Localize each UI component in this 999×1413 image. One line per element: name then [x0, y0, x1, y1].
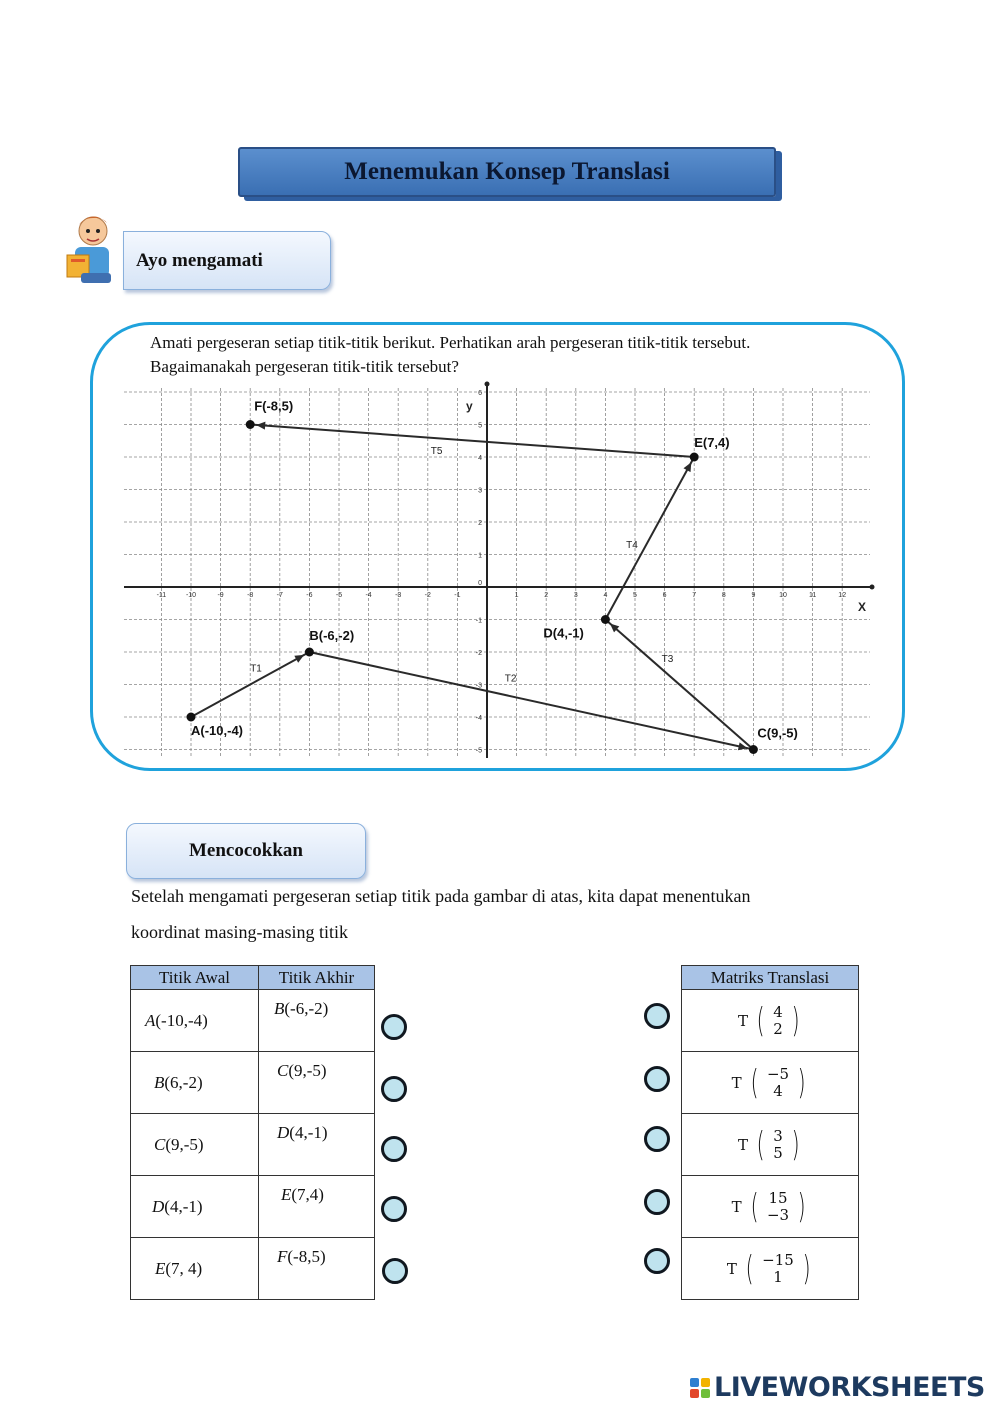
translation-vector — [773, 1004, 783, 1038]
x-tick-label: 8 — [721, 592, 726, 599]
y-tick-label: 4 — [478, 455, 482, 462]
left-match-dot-3[interactable] — [381, 1136, 407, 1162]
points-row — [131, 1114, 375, 1176]
point-coordinates: (4,-1) — [289, 1123, 328, 1142]
titik-awal-cell — [131, 1176, 259, 1238]
point-coordinates: (7,4) — [291, 1185, 324, 1204]
point-coordinates: (9,-5) — [288, 1061, 327, 1080]
point-label: F(-8,5) — [254, 398, 294, 414]
translation-vector — [773, 1128, 783, 1162]
right-match-dot-1[interactable] — [644, 1003, 670, 1029]
point-marker — [187, 713, 196, 722]
x-tick-label: -6 — [306, 592, 313, 599]
translation-matrix-table — [681, 965, 859, 1300]
translation-symbol: T — [731, 1073, 742, 1092]
point-coordinates: (9,-5) — [165, 1135, 204, 1154]
point-label: E(7,4) — [694, 435, 730, 450]
section-tag-mencocokkan: Mencocokkan — [126, 823, 366, 879]
x-tick-label: 12 — [838, 592, 847, 599]
matrix-row — [682, 1176, 859, 1238]
point-letter: F — [277, 1247, 288, 1266]
titik-awal-cell — [131, 990, 259, 1052]
titik-akhir-cell — [259, 1176, 375, 1238]
point-coordinates: (7, 4) — [165, 1259, 203, 1278]
liveworksheets-logo-icon — [690, 1378, 710, 1398]
y-tick-label: 6 — [478, 390, 482, 397]
x-tick-label: -9 — [217, 592, 224, 599]
x-axis-label: X — [858, 600, 867, 614]
point-coordinates: (-10,-4) — [155, 1011, 208, 1030]
left-paren: ( — [750, 1062, 759, 1103]
translation-matrix — [731, 1062, 809, 1103]
points-row — [131, 990, 375, 1052]
right-match-dot-5[interactable] — [644, 1248, 670, 1274]
right-match-dot-2[interactable] — [644, 1066, 670, 1092]
left-match-dot-1[interactable] — [381, 1014, 407, 1040]
y-tick-label: 0 — [478, 580, 482, 587]
point-letter: E — [281, 1185, 292, 1204]
translation-symbol: T — [737, 1011, 748, 1030]
translation-segment — [250, 422, 694, 458]
x-tick-label: -7 — [276, 592, 283, 599]
point-letter: A — [145, 1011, 156, 1030]
translation-matrix — [737, 1124, 802, 1165]
translation-symbol: T — [737, 1135, 748, 1154]
right-paren: ) — [791, 1000, 800, 1041]
vector-x: −5 — [766, 1064, 790, 1083]
point-label: B(-6,-2) — [309, 628, 355, 643]
right-match-dot-3[interactable] — [644, 1126, 670, 1152]
x-tick-label: 10 — [779, 592, 787, 599]
point-marker — [690, 453, 699, 462]
point-marker — [749, 745, 758, 754]
header-matriks-translasi: Matriks Translasi — [682, 966, 859, 990]
x-tick-label: 4 — [603, 592, 608, 599]
points-row — [131, 1238, 375, 1300]
point-marker — [601, 615, 610, 624]
y-tick-label: 1 — [478, 552, 482, 560]
x-tick-label: 2 — [544, 592, 549, 599]
y-tick-label: -3 — [475, 682, 482, 690]
x-tick-label: 9 — [751, 592, 756, 599]
point-letter: B — [274, 999, 285, 1018]
translation-symbol: T — [726, 1259, 737, 1278]
left-paren: ( — [756, 1124, 765, 1165]
point-coordinates: (-8,5) — [287, 1247, 326, 1266]
liveworksheets-logo — [690, 1372, 985, 1403]
matrix-cell — [682, 1238, 859, 1300]
titik-akhir-cell — [259, 990, 375, 1052]
translation-graph — [118, 380, 878, 765]
matrix-cell — [682, 1052, 859, 1114]
matrix-row — [682, 1114, 859, 1176]
segment-arrowhead — [256, 422, 265, 430]
x-tick-label: 6 — [662, 592, 667, 599]
segment-label: T2 — [504, 673, 517, 685]
point-label: D(4,-1) — [543, 625, 584, 641]
matrix-cell — [682, 990, 859, 1052]
reading-kid-icon — [63, 209, 121, 285]
x-tick-label: -2 — [424, 592, 431, 599]
point-coordinates: (6,-2) — [164, 1073, 203, 1092]
matrix-row — [682, 990, 859, 1052]
x-tick-label: 7 — [692, 592, 697, 599]
y-axis-arrow — [485, 382, 490, 387]
segment-label: T3 — [661, 653, 674, 665]
titik-awal-cell — [131, 1114, 259, 1176]
x-tick-label: -1 — [454, 592, 461, 599]
observation-instructions: Amati pergeseran setiap titik-titik berikut. Perhatikan arah pergeseran titik-titik tersebut. Bagaimanakah pergeseran titik-titik tersebut? — [150, 333, 751, 376]
right-match-dot-4[interactable] — [644, 1189, 670, 1215]
titik-awal-cell — [131, 1052, 259, 1114]
y-tick-label: -5 — [475, 747, 482, 755]
point-marker — [246, 420, 255, 429]
vector-x: −15 — [762, 1250, 794, 1269]
matrix-row — [682, 1238, 859, 1300]
right-paren: ) — [797, 1062, 806, 1103]
x-tick-label: -4 — [365, 592, 372, 599]
translation-matrix — [737, 1000, 802, 1041]
titik-akhir-cell — [259, 1052, 375, 1114]
x-axis-arrow — [870, 585, 875, 590]
x-tick-label: 3 — [573, 592, 578, 599]
point-letter: E — [155, 1259, 166, 1278]
section-tag-ayo-mengamati: Ayo mengamati — [123, 231, 331, 290]
left-match-dot-4[interactable] — [381, 1196, 407, 1222]
point-letter: C — [154, 1135, 166, 1154]
translation-symbol: T — [731, 1197, 742, 1216]
points-row — [131, 1176, 375, 1238]
left-match-dot-2[interactable] — [381, 1076, 407, 1102]
header-titik-awal: Titik Awal — [131, 966, 259, 990]
x-tick-label: 1 — [514, 592, 519, 599]
translation-vector — [767, 1066, 789, 1100]
point-letter: C — [277, 1061, 289, 1080]
points-row — [131, 1052, 375, 1114]
y-axis-label: y — [466, 399, 473, 413]
x-tick-label: -11 — [156, 592, 167, 599]
segment-label: T1 — [250, 663, 262, 675]
matching-instructions-line1: Setelah mengamati pergeseran setiap titik pada gambar di atas, kita dapat menentukan — [131, 886, 751, 906]
segment-label: T5 — [430, 445, 443, 457]
vector-y: 4 — [773, 1081, 783, 1100]
left-paren: ( — [745, 1248, 754, 1289]
titik-akhir-cell — [259, 1114, 375, 1176]
matrix-cell — [682, 1114, 859, 1176]
vector-x: 15 — [768, 1188, 788, 1207]
vector-y: 5 — [773, 1143, 783, 1162]
translation-segment — [605, 457, 697, 620]
y-tick-label: -2 — [475, 650, 482, 657]
x-tick-label: -5 — [335, 592, 343, 599]
point-marker — [305, 648, 314, 657]
vector-x: 3 — [773, 1126, 783, 1145]
right-paren: ) — [802, 1248, 811, 1289]
matching-instructions-line2: koordinat masing-masing titik — [131, 922, 348, 942]
vector-y: −3 — [766, 1205, 790, 1224]
liveworksheets-logo-text: LIVEWORKSHEETS — [714, 1372, 985, 1403]
x-tick-label: -3 — [395, 592, 402, 599]
point-letter: D — [277, 1123, 290, 1142]
left-match-dot-5[interactable] — [382, 1258, 408, 1284]
translation-matrix — [731, 1186, 809, 1227]
vector-y: 2 — [773, 1019, 783, 1038]
page-title: Menemukan Konsep Translasi — [238, 147, 776, 197]
translation-segment — [309, 652, 753, 750]
right-paren: ) — [797, 1186, 806, 1227]
point-coordinates: (-6,-2) — [284, 999, 329, 1018]
left-paren: ( — [750, 1186, 759, 1227]
point-coordinates: (4,-1) — [164, 1197, 203, 1216]
titik-awal-cell — [131, 1238, 259, 1300]
y-tick-label: 2 — [478, 520, 482, 527]
x-tick-label: 5 — [633, 592, 637, 599]
translation-matrix — [726, 1248, 813, 1289]
y-tick-label: -1 — [475, 617, 482, 625]
x-tick-label: -8 — [247, 592, 254, 599]
vector-x: 4 — [773, 1002, 783, 1021]
header-titik-akhir: Titik Akhir — [259, 966, 375, 990]
point-label: C(9,-5) — [757, 725, 798, 741]
matrix-cell — [682, 1176, 859, 1238]
y-tick-label: 3 — [478, 487, 482, 495]
left-paren: ( — [756, 1000, 765, 1041]
right-paren: ) — [791, 1124, 800, 1165]
matrix-row — [682, 1052, 859, 1114]
x-tick-label: 11 — [808, 592, 817, 599]
points-table — [130, 965, 375, 1300]
translation-vector — [762, 1252, 794, 1286]
translation-vector — [767, 1190, 789, 1224]
segment-label: T4 — [626, 540, 638, 551]
titik-akhir-cell — [259, 1238, 375, 1300]
y-tick-label: 5 — [478, 422, 482, 430]
x-tick-label: -10 — [185, 592, 197, 599]
point-label: A(-10,-4) — [191, 723, 244, 738]
vector-y: 1 — [773, 1267, 783, 1286]
y-tick-label: -4 — [475, 715, 482, 722]
point-letter: B — [154, 1073, 165, 1092]
point-letter: D — [152, 1197, 165, 1216]
